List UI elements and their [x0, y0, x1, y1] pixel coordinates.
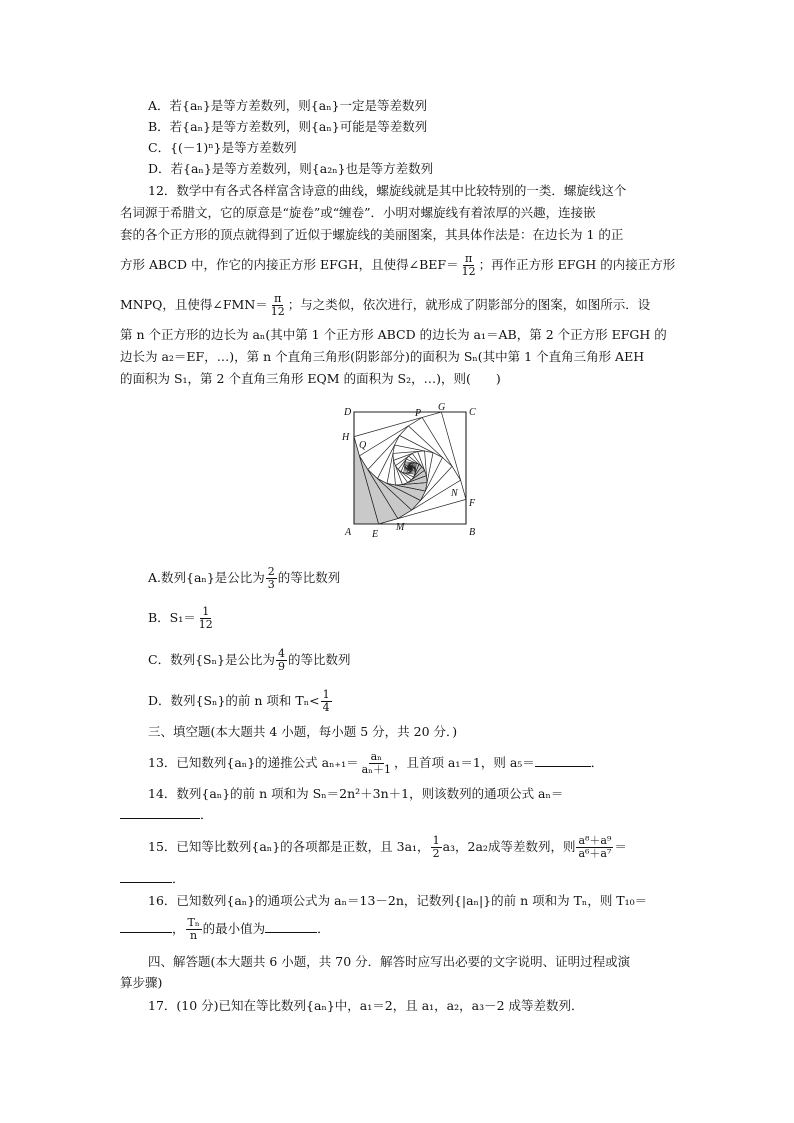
label-M: M [396, 522, 405, 533]
fraction-numerator: 4 [277, 647, 285, 660]
label-P: P [415, 408, 422, 419]
q12-line-5 [120, 290, 650, 320]
q13-text: 13．已知数列{aₙ}的递推公式 aₙ₊₁＝ [148, 755, 359, 770]
q16-line-2 [120, 914, 330, 944]
q15-line-1 [148, 832, 627, 862]
q13-end: ． [590, 755, 604, 770]
option-text: 的等比数列 [277, 570, 341, 585]
fraction-numerator: π [274, 292, 282, 305]
q12-line-4-b: ；再作正方形 EFGH 的内接正方形 [478, 257, 676, 272]
option-text: A.数列{aₙ}是公比为 [148, 570, 265, 585]
q14-end: ． [200, 807, 213, 822]
fraction-numerator: 1 [322, 688, 330, 701]
q12-line-4 [120, 250, 675, 280]
fraction-numerator: Tₙ [187, 916, 200, 929]
label-A: A [345, 527, 352, 538]
fraction-numerator: a⁸＋a⁹ [578, 834, 612, 847]
ratio-fraction [576, 835, 613, 860]
q15-equals: ＝ [614, 839, 627, 854]
q12-option-d [148, 686, 333, 716]
fraction [321, 689, 332, 714]
q16-line-1: 16．已知数列{aₙ}的通项公式为 aₙ＝13－2n，记数列{|aₙ|}的前 n 项和为 Tₙ，则 T₁₀＝ [148, 893, 648, 908]
q16-text: 的最小值为 [202, 921, 266, 936]
q17: 17．(10 分)已知在等比数列{aₙ}中，a₁＝2，且 a₁，a₂，a₃－2 成等差数列． [148, 998, 584, 1013]
one-half-fraction [431, 835, 442, 860]
q12-line-8: 的面积为 S₁，第 2 个直角三角形 EQM 的面积为 S₂，…)，则( ) [120, 371, 501, 386]
pi-over-12-fraction [460, 253, 478, 278]
q12-option-b [148, 603, 216, 633]
section-3-heading: 三、填空题(本大题共 4 小题，每小题 5 分，共 20 分．) [148, 724, 458, 739]
label-C: C [469, 407, 476, 418]
recurrence-fraction [360, 751, 393, 776]
q13-text: ，且首项 a₁＝1，则 a₅＝ [393, 755, 535, 770]
fraction-denominator: 12 [270, 305, 285, 318]
q12-line-5-a: MNPQ，且使得∠FMN＝ [120, 297, 268, 312]
q13 [148, 748, 603, 778]
q12-line-7: 边长为 a₂＝EF，…)，第 n 个直角三角形(阴影部分)的面积为 Sₙ(其中第 1 个直角三角形 AEH [120, 349, 645, 364]
label-E: E [372, 529, 379, 540]
answer-blank [120, 870, 172, 883]
q16-separator: ， [172, 921, 185, 936]
fraction-numerator: 2 [267, 565, 275, 578]
label-F: F [469, 498, 476, 509]
tn-over-n-fraction [186, 917, 202, 942]
q15-text: 15．已知等比数列{aₙ}的各项都是正数，且 3a₁， [148, 839, 430, 854]
q12-line-6: 第 n 个正方形的边长为 aₙ(其中第 1 个正方形 ABCD 的边长为 a₁＝AB，第 2 个正方形 EFGH 的 [120, 327, 667, 342]
q12-line-3: 套的各个正方形的顶点就得到了近似于螺旋线的美丽图案，其具体作法是：在边长为 1 的正 [120, 227, 624, 242]
label-H: H [342, 432, 350, 443]
fraction-denominator: 12 [198, 618, 213, 631]
label-G: G [438, 402, 446, 413]
fraction-denominator: 3 [267, 578, 275, 591]
answer-blank [535, 754, 591, 767]
label-Q: Q [359, 440, 367, 451]
fraction-numerator: 1 [202, 605, 210, 618]
answer-blank [265, 920, 317, 933]
option-text: B．S₁＝ [148, 610, 196, 625]
nested-squares [354, 412, 466, 524]
q11-option-c: C．{(－1)ⁿ}是等方差数列 [148, 140, 297, 155]
fraction-denominator: 9 [277, 660, 285, 673]
q15-end: ． [172, 871, 185, 886]
q12-option-c [148, 645, 350, 675]
q12-line-4-a: 方形 ABCD 中，作它的内接正方形 EFGH，且使得∠BEF＝ [120, 257, 459, 272]
section-4-heading-cont: 算步骤) [120, 975, 163, 990]
fraction-numerator: aₙ [370, 750, 382, 763]
q11-option-d: D．若{aₙ}是等方差数列，则{a₂ₙ}也是等方差数列 [148, 161, 434, 176]
q16-end: ． [317, 921, 330, 936]
q11-option-b: B．若{aₙ}是等方差数列，则{aₙ}可能是等差数列 [148, 119, 428, 134]
fraction [276, 648, 287, 673]
q14-line-2 [120, 806, 213, 823]
answer-blank [120, 806, 200, 819]
fraction-denominator: aₙ＋1 [361, 763, 391, 776]
option-text: C．数列{Sₙ}是公比为 [148, 652, 275, 667]
section-4-heading: 四、解答题(本大题共 6 小题，共 70 分．解答时应写出必要的文字说明、证明过程或演 [148, 954, 631, 969]
answer-blank [120, 920, 172, 933]
fraction-numerator: π [464, 252, 473, 265]
fraction-denominator: n [190, 929, 198, 942]
q15-text: a₃，2a₂成等差数列，则 [442, 839, 576, 854]
fraction [197, 606, 215, 631]
fraction-denominator: a⁶＋a⁷ [578, 847, 612, 860]
option-text: 的等比数列 [287, 652, 351, 667]
fraction-denominator: 4 [322, 701, 330, 714]
label-B: B [469, 527, 476, 538]
q12-line-2: 名词源于希腊文，它的原意是“旋卷”或“缠卷”．小明对螺旋线有着浓厚的兴趣，连接嵌 [120, 205, 596, 220]
q14-line-1: 14．数列{aₙ}的前 n 项和为 Sₙ＝2n²＋3n＋1，则该数列的通项公式 aₙ＝ [148, 786, 564, 801]
fraction [266, 566, 277, 591]
fraction-numerator: 1 [432, 834, 440, 847]
q12-line-1: 12．数学中有各式各样富含诗意的曲线，螺旋线就是其中比较特别的一类．螺旋线这个 [148, 183, 627, 198]
fraction-denominator: 12 [461, 265, 476, 278]
q12-option-a [148, 563, 340, 593]
q11-option-a: A．若{aₙ}是等方差数列，则{aₙ}一定是等差数列 [148, 98, 428, 113]
pi-over-12-fraction [269, 293, 287, 318]
option-text: D．数列{Sₙ}的前 n 项和 Tₙ< [148, 693, 320, 708]
label-N: N [451, 488, 458, 499]
fraction-denominator: 2 [432, 847, 440, 860]
q12-line-5-b: ；与之类似，依次进行，就形成了阴影部分的图案，如图所示．设 [287, 297, 651, 312]
spiral-squares-figure [340, 400, 490, 540]
q15-line-2 [120, 870, 185, 887]
label-D: D [344, 407, 352, 418]
